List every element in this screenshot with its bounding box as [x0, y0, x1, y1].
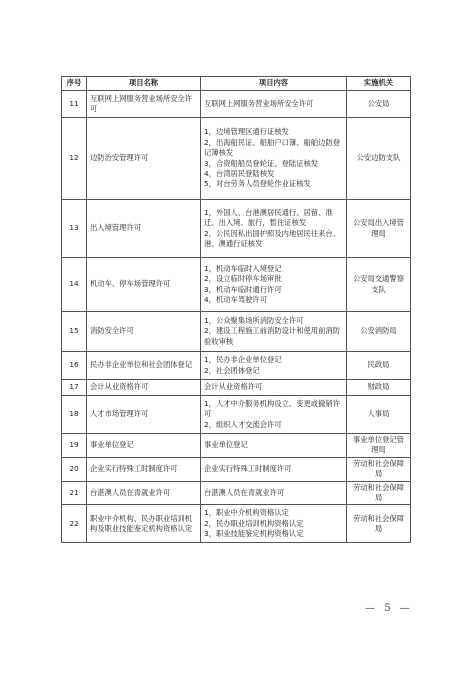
table-row — [62, 457, 411, 481]
table-header-row — [62, 77, 411, 91]
item-content — [201, 481, 347, 505]
table-row — [62, 258, 411, 312]
implementing-agency: 事业单位登记管理局 — [347, 434, 411, 458]
row-number: 18 — [62, 396, 87, 434]
content-line: 2，社会团体登记 — [204, 365, 260, 375]
content-line: 1，职业中介机构资格认定 — [204, 508, 289, 518]
row-number: 13 — [62, 200, 87, 258]
item-content — [201, 434, 347, 458]
content-line: 1，外国人、台港澳居民通行、居留、准迁、出入境、旅行，暂住证核发 — [204, 207, 333, 228]
item-name: 企业实行特殊工时制度许可 — [87, 457, 201, 481]
content-line: 2，建设工程施工前消防设计和使用前消防验收审核 — [204, 326, 340, 346]
item-content — [201, 352, 347, 380]
table-row — [62, 396, 411, 434]
content-line: 2，组织人才交流会许可 — [204, 419, 282, 429]
table-row — [62, 118, 411, 200]
implementing-agency: 公安局交通警察支队 — [347, 258, 411, 312]
item-name: 互联网上网服务营业场所安全许可 — [87, 91, 201, 118]
implementing-agency: 公安消防局 — [347, 312, 411, 352]
footer-dash-right: — — [399, 603, 410, 614]
item-content — [201, 258, 347, 312]
content-line: 台湛澳人员在青就业许可 — [204, 487, 285, 497]
implementing-agency: 公安局出入境管理局 — [347, 200, 411, 258]
row-number: 16 — [62, 352, 87, 380]
content-line: 4，台湾居民登陆核发 — [204, 168, 275, 178]
table-row — [62, 200, 411, 258]
item-name: 机动车、停车场管理许可 — [87, 258, 201, 312]
row-number: 19 — [62, 434, 87, 458]
implementing-agency: 民政局 — [347, 352, 411, 380]
permit-table — [61, 76, 411, 543]
item-content — [201, 312, 347, 352]
item-name: 会计从业资格许可 — [87, 380, 201, 396]
content-line: 1，民办非企业单位登记 — [204, 355, 282, 365]
content-line: 2，出海船民证、船舶户口簿、船舶边防登记簿核发 — [204, 137, 340, 158]
header-name: 项目名称 — [87, 77, 201, 91]
row-number: 17 — [62, 380, 87, 396]
item-name: 台湛澳人员在青就业许可 — [87, 481, 201, 505]
item-name: 职业中介机构、民办职业培训机构及职业技能鉴定机构资格认定 — [87, 505, 201, 543]
row-number: 15 — [62, 312, 87, 352]
page-footer — [365, 603, 410, 614]
table-row — [62, 505, 411, 543]
table-row — [62, 312, 411, 352]
item-content — [201, 396, 347, 434]
content-line: 1，机动车临时入境登记 — [204, 263, 282, 273]
content-line: 4，机动车驾驶许可 — [204, 294, 268, 304]
content-line: 2，设立临时停车场审批 — [204, 274, 282, 284]
implementing-agency: 人事局 — [347, 396, 411, 434]
item-name: 事业单位登记 — [87, 434, 201, 458]
item-content — [201, 505, 347, 543]
table-row — [62, 91, 411, 118]
item-name: 出入境管理许可 — [87, 200, 201, 258]
content-line: 2，公民因私出国护照及内地居民往来台、港、澳通行证核发 — [204, 228, 340, 248]
table-row — [62, 380, 411, 396]
item-name: 民办非企业单位和社会团体登记 — [87, 352, 201, 380]
item-content — [201, 200, 347, 258]
header-no: 序号 — [62, 77, 87, 91]
row-number: 21 — [62, 481, 87, 505]
content-line: 3，职业技能鉴定机构资格认定 — [204, 529, 304, 539]
table-row — [62, 481, 411, 505]
row-number: 11 — [62, 91, 87, 118]
footer-dash-left: — — [365, 603, 375, 614]
item-content — [201, 380, 347, 396]
row-number: 22 — [62, 505, 87, 543]
item-name: 边防治安管理许可 — [87, 118, 201, 200]
implementing-agency: 公安局 — [347, 91, 411, 118]
content-line: 企业实行特殊工时制度许可 — [204, 464, 292, 474]
implementing-agency: 劳动和社会保障局 — [347, 481, 411, 505]
implementing-agency: 财政局 — [347, 380, 411, 396]
content-line: 5，对台劳务人员登轮作业证核发 — [204, 179, 311, 189]
content-line: 2，民办职业培训机构资格认定 — [204, 518, 304, 528]
table-row — [62, 352, 411, 380]
content-line: 1，边境管理区通行证核发 — [204, 127, 289, 137]
content-line: 会计从业资格许可 — [204, 382, 263, 392]
item-name: 人才市场管理许可 — [87, 396, 201, 434]
row-number: 20 — [62, 457, 87, 481]
content-line: 3，合资船船员登轮证、登陆证核发 — [204, 158, 319, 168]
item-content — [201, 91, 347, 118]
item-content — [201, 457, 347, 481]
implementing-agency: 劳动和社会保障局 — [347, 505, 411, 543]
implementing-agency: 公安边防支队 — [347, 118, 411, 200]
header-agency: 实施机关 — [347, 77, 411, 91]
table-row — [62, 434, 411, 458]
content-line: 1，人才中介服务机构设立、变更或撤销许可 — [204, 398, 340, 419]
row-number: 14 — [62, 258, 87, 312]
header-content: 项目内容 — [201, 77, 347, 91]
item-name: 消防安全许可 — [87, 312, 201, 352]
content-line: 1，公众聚集场所消防安全许可 — [204, 315, 304, 325]
page-number: 5 — [384, 603, 391, 614]
content-line: 3，机动车临时通行许可 — [204, 284, 282, 294]
row-number: 12 — [62, 118, 87, 200]
content-line: 事业单位登记 — [204, 440, 248, 450]
item-content — [201, 118, 347, 200]
implementing-agency: 劳动和社会保障局 — [347, 457, 411, 481]
content-line: 互联网上网服务营业场所安全许可 — [204, 98, 314, 108]
